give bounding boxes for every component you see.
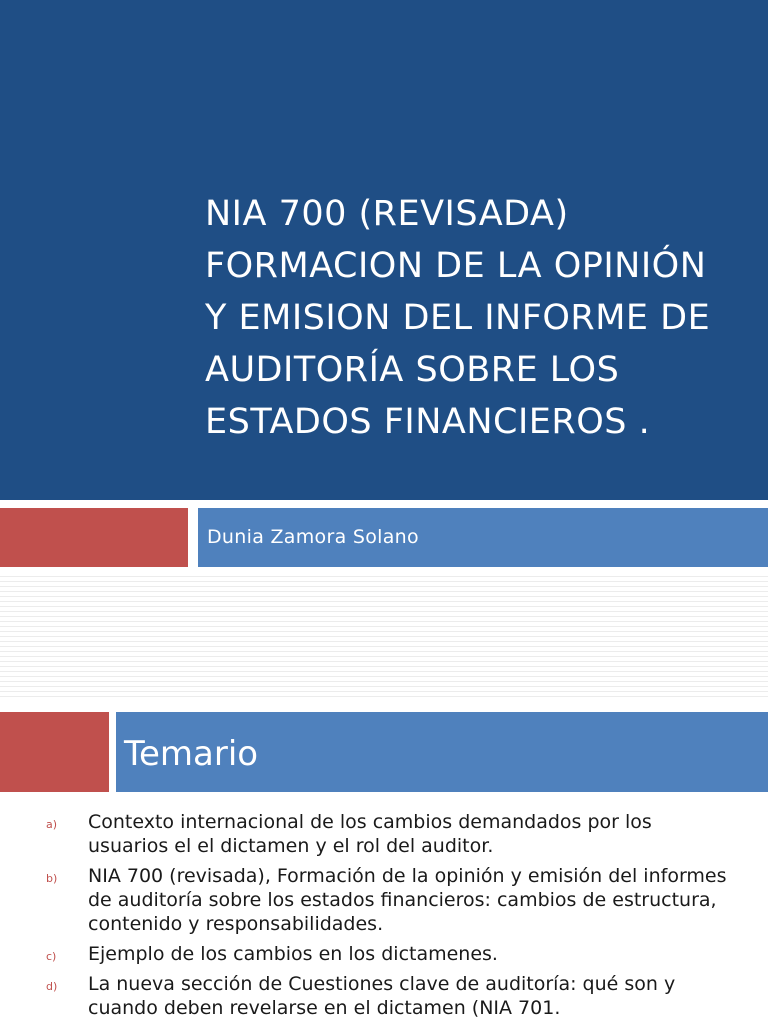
- agenda-list: [0, 810, 768, 1026]
- list-item-text: Contexto internacional de los cambios demandados por los usuarios el el dictamen y el rol del auditor.: [88, 811, 652, 857]
- title-line-3: Y EMISION DEL INFORME DE: [205, 298, 711, 338]
- list-item: [0, 972, 768, 1020]
- list-item-text: La nueva sección de Cuestiones clave de auditoría: qué son y cuando deben revelarse en el dictamen (NIA 701.: [88, 973, 676, 1019]
- title-panel: [0, 0, 768, 500]
- list-item-text: Ejemplo de los cambios en los dictamenes.: [88, 943, 498, 965]
- title-line-5: ESTADOS FINANCIEROS .: [205, 402, 651, 442]
- header-bar: [116, 712, 768, 792]
- list-item: [0, 810, 768, 858]
- accent-block-red: [0, 508, 188, 567]
- slide-title: [205, 188, 750, 448]
- lined-background: [0, 572, 768, 700]
- list-item: [0, 942, 768, 966]
- list-marker: a): [46, 818, 58, 831]
- list-item: [0, 864, 768, 936]
- list-item-text: NIA 700 (revisada), Formación de la opinión y emisión del informes de auditoría sobre los estados financieros: cambios de estructura, contenido y responsabilidades.: [88, 865, 727, 935]
- slide-heading: Temario: [124, 734, 259, 774]
- title-line-4: AUDITORÍA SOBRE LOS: [205, 350, 620, 390]
- list-marker: c): [46, 950, 57, 963]
- title-line-2: FORMACION DE LA OPINIÓN: [205, 246, 707, 286]
- list-marker: b): [46, 872, 58, 885]
- accent-block-red: [0, 712, 109, 792]
- list-marker: d): [46, 980, 58, 993]
- subtitle-bar: [198, 508, 768, 567]
- title-line-1: NIA 700 (REVISADA): [205, 194, 569, 234]
- agenda-slide: [0, 700, 768, 1024]
- author-name: Dunia Zamora Solano: [207, 526, 419, 548]
